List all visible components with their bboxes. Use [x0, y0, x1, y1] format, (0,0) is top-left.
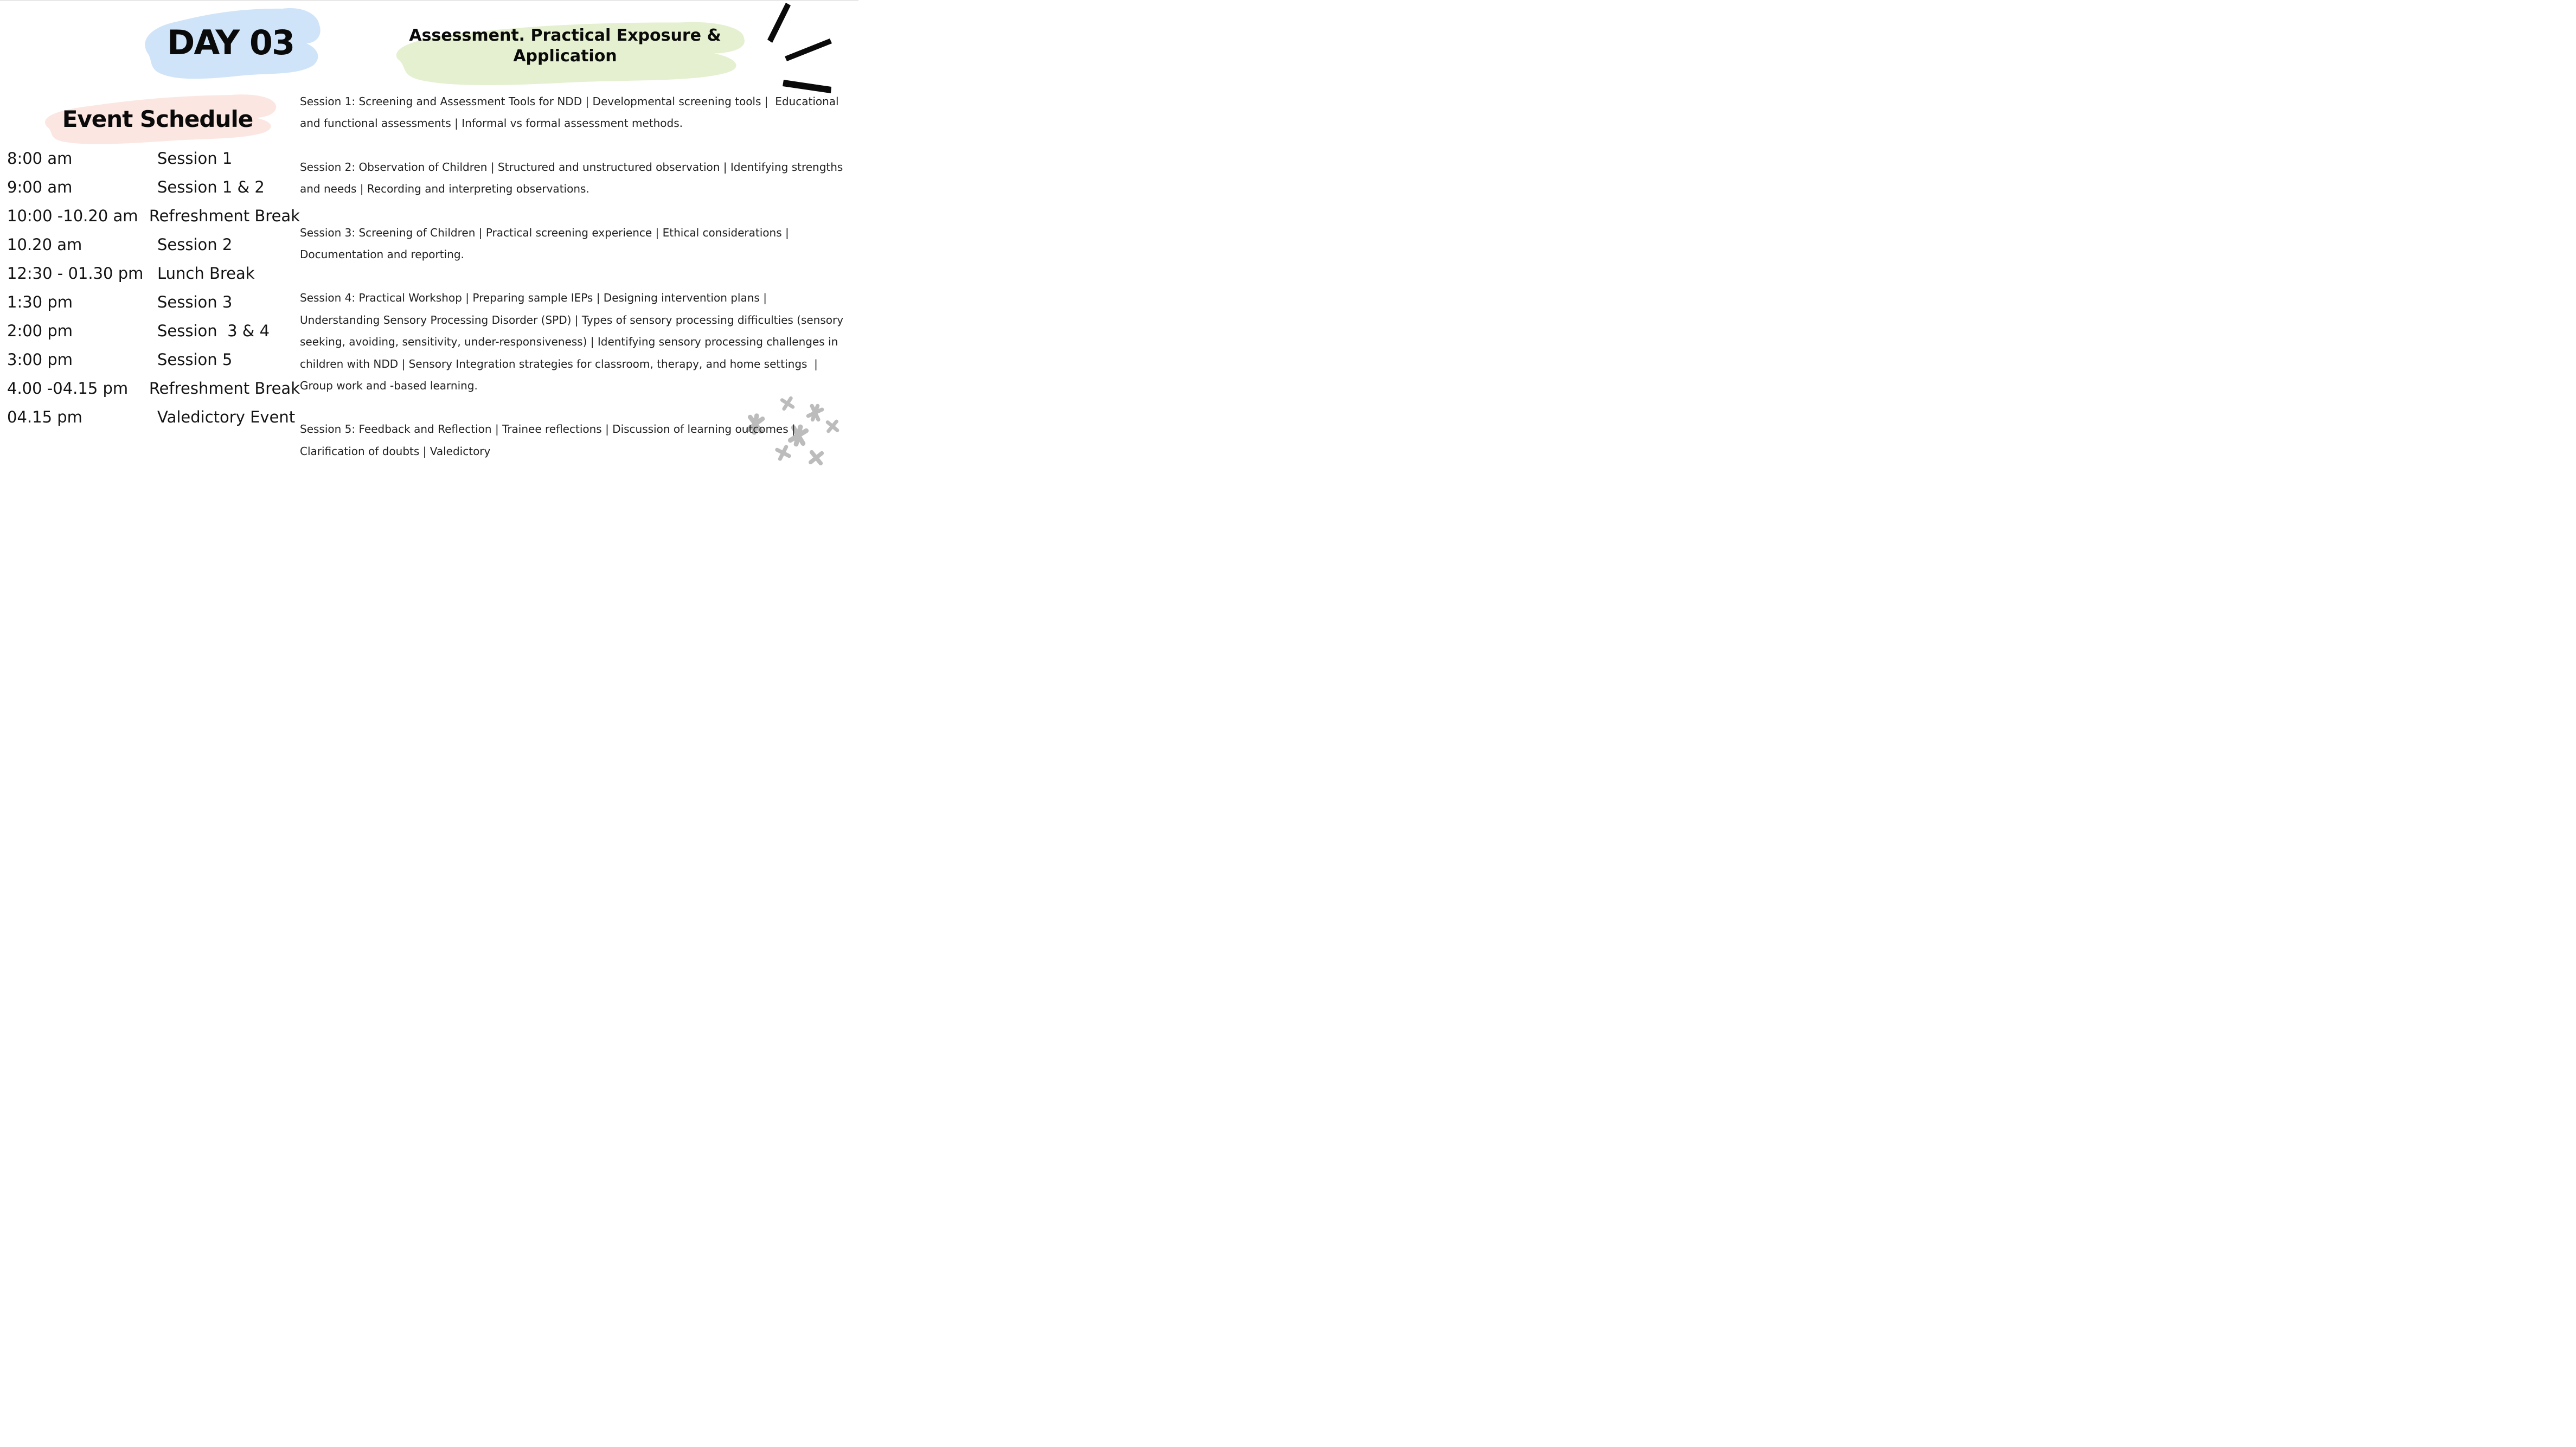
schedule-time: 8:00 am	[7, 149, 73, 168]
schedule-row	[7, 172, 300, 201]
poster	[0, 0, 858, 483]
schedule-event: Valedictory Event	[157, 407, 296, 426]
schedule-row	[7, 144, 300, 172]
session-paragraph: Session 4: Practical Workshop | Preparing sample IEPs | Designing intervention plans | Understanding Sensory Processing Disorder (SPD) | Types of sensory processing difficulties (sensory seeking, avoiding, sensitivity, under-responsiveness) | Identifying sensory processing challenges in children with NDD | Sensory Integration strategies for classroom, therapy, and home settings | Group work and -based learning.	[300, 291, 847, 393]
schedule-row	[7, 201, 300, 230]
schedule-event: Lunch Break	[157, 264, 255, 283]
emphasis-strokes-icon	[762, 2, 838, 99]
schedule-row	[7, 402, 300, 431]
schedule-row	[7, 259, 300, 287]
schedule-event: Session 1 & 2	[157, 177, 265, 196]
schedule-row	[7, 316, 300, 345]
schedule-row	[7, 345, 300, 374]
day-heading	[136, 5, 325, 80]
schedule-time: 4.00 -04.15 pm	[7, 379, 129, 398]
schedule-event: Session 3	[157, 292, 233, 311]
schedule-event: Session 2	[157, 235, 233, 254]
schedule-time: 12:30 - 01.30 pm	[7, 264, 144, 283]
session-paragraph: Session 1: Screening and Assessment Tools for NDD | Developmental screening tools | Educational and functional assessments | Informal vs formal assessment methods.	[300, 95, 842, 130]
schedule-time: 2:00 pm	[7, 321, 73, 340]
session-paragraph: Session 2: Observation of Children | Structured and unstructured observation | Identifying strengths and needs | Recording and interpreting observations.	[300, 160, 847, 196]
session-paragraph: Session 5: Feedback and Reflection | Trainee reflections | Discussion of learning outcomes | Clarification of doubts | Valedictory	[300, 422, 799, 458]
schedule-time: 3:00 pm	[7, 350, 73, 369]
theme-title: Assessment. Practical Exposure & Application	[409, 26, 721, 66]
schedule-row	[7, 374, 300, 402]
schedule-row	[7, 230, 300, 259]
schedule-event: Session 1	[157, 149, 233, 168]
schedule-event: Session 5	[157, 350, 233, 369]
schedule-title: Event Schedule	[62, 105, 253, 132]
schedule-event: Refreshment Break	[149, 206, 300, 225]
schedule-heading	[31, 94, 284, 144]
schedule-time: 9:00 am	[7, 177, 73, 196]
schedule-time: 04.15 pm	[7, 407, 82, 426]
schedule-rows	[7, 144, 300, 431]
schedule-time: 1:30 pm	[7, 292, 73, 311]
schedule-time: 10:00 -10.20 am	[7, 206, 138, 225]
schedule-row	[7, 287, 300, 316]
session-paragraph: Session 3: Screening of Children | Practical screening experience | Ethical considerations | Documentation and reporting.	[300, 226, 793, 261]
day-label: DAY 03	[166, 22, 294, 62]
schedule-time: 10.20 am	[7, 235, 82, 254]
theme-heading	[386, 25, 744, 67]
schedule-event: Session 3 & 4	[157, 321, 270, 340]
schedule-event: Refreshment Break	[149, 379, 300, 398]
session-descriptions	[300, 91, 847, 484]
